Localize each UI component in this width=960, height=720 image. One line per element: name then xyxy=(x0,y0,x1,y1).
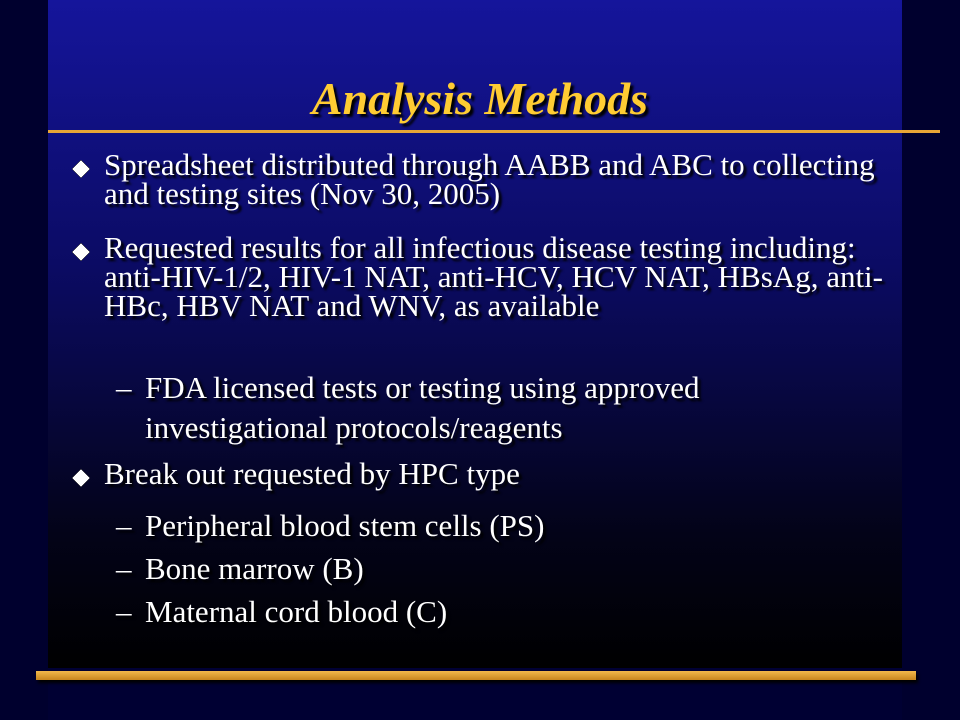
dash-marker: – xyxy=(116,508,132,543)
diamond-bullet-icon xyxy=(72,243,90,261)
dash-marker: – xyxy=(116,594,132,629)
slide-title: Analysis Methods xyxy=(311,73,649,124)
sub-bullet-text: FDA licensed tests or testing using approved investigational protocols/reagents xyxy=(145,370,700,445)
title-divider xyxy=(48,130,940,133)
sub-bullet-text: Peripheral blood stem cells (PS) xyxy=(145,508,545,543)
sub-bullet-text: Bone marrow (B) xyxy=(145,551,364,586)
bottom-divider xyxy=(36,671,916,680)
bullet-text: Break out requested by HPC type xyxy=(104,456,520,491)
dash-marker: – xyxy=(116,551,132,586)
bullet-text: Requested results for all infectious disease testing including: anti-HIV-1/2, HIV-1 NAT, anti-HCV, HCV NAT, HBsAg, anti-HBc, HBV NAT and WNV, as available xyxy=(104,230,883,323)
bullet-text: Spreadsheet distributed through AABB and ABC to collecting and testing sites (Nov 30, 2005) xyxy=(104,147,875,211)
dash-marker: – xyxy=(116,370,132,405)
diamond-bullet-icon xyxy=(72,469,90,487)
diamond-bullet-icon xyxy=(72,160,90,178)
sub-bullet-text: Maternal cord blood (C) xyxy=(145,594,448,629)
